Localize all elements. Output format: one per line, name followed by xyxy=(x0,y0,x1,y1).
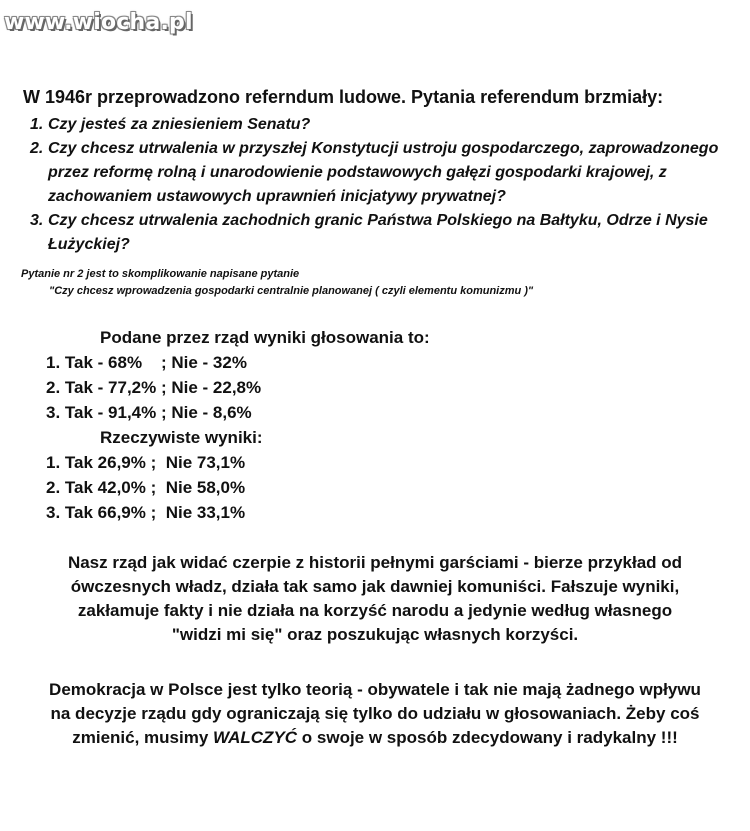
watermark-logo: www.wiocha.pl xyxy=(4,10,193,35)
emphasis-word: WALCZYĆ xyxy=(213,728,298,747)
question-text: Czy jesteś za zniesieniem Senatu? xyxy=(48,116,311,133)
real-result-row: 2. Tak 42,0% ; Nie 58,0% xyxy=(46,478,246,497)
question-item xyxy=(30,113,730,137)
real-results-title: Rzeczywiste wyniki: xyxy=(100,428,263,447)
question-number: 1. xyxy=(30,116,44,133)
note-quote: "Czy chcesz wprowadzenia gospodarki centralnie planowanej ( czyli elementu komunizmu )" xyxy=(49,285,534,297)
official-result-row: 3. Tak - 91,4% ; Nie - 8,6% xyxy=(46,403,252,422)
question-number: 2. xyxy=(30,140,44,157)
question-text: Czy chcesz utrwalenia w przyszłej Konstytucji ustroju gospodarczego, zaprowadzonego przez reformę rolną i unarodowienie podstawowych gałęzi gospodarki krajowej, z zachowaniem ustawowych uprawnień inicjatywy prywatnej? xyxy=(48,140,719,205)
question-item xyxy=(30,137,730,209)
question-number: 3. xyxy=(30,212,44,229)
official-result-row: 1. Tak - 68% ; Nie - 32% xyxy=(46,353,247,372)
question-item xyxy=(30,209,730,257)
note-line: Pytanie nr 2 jest to skomplikowanie napisane pytanie xyxy=(21,268,300,280)
real-result-row: 1. Tak 26,9% ; Nie 73,1% xyxy=(46,453,246,472)
real-result-row: 3. Tak 66,9% ; Nie 33,1% xyxy=(46,503,246,522)
official-results-title: Podane przez rząd wyniki głosowania to: xyxy=(100,328,430,347)
democracy-paragraph: Demokracja w Polsce jest tylko teorią - obywatele i tak nie mają żadnego wpływu na decyzje rządu gdy ograniczają się tylko do udziału w głosowaniach. Żeby coś zmienić, musimy WALCZYĆ o swoje w sposób zdecydowany i radykalny !!! xyxy=(49,680,701,747)
questions-list xyxy=(30,113,730,257)
official-result-row: 2. Tak - 77,2% ; Nie - 22,8% xyxy=(46,378,262,397)
question-text: Czy chcesz utrwalenia zachodnich granic Państwa Polskiego na Bałtyku, Odrze i Nysie Łużyckiej? xyxy=(48,212,708,253)
referendum-heading: W 1946r przeprowadzono referndum ludowe. Pytania referendum brzmiały: xyxy=(23,87,664,107)
commentary-paragraph: Nasz rząd jak widać czerpie z historii pełnymi garściami - bierze przykład od ówczesnych władz, działa tak samo jak dawniej komuniści. Fałszuje wyniki, zakłamuje fakty i nie działa na korzyść narodu a jedynie według własnego "widzi mi się" oraz poszukując własnych korzyści. xyxy=(67,553,683,644)
